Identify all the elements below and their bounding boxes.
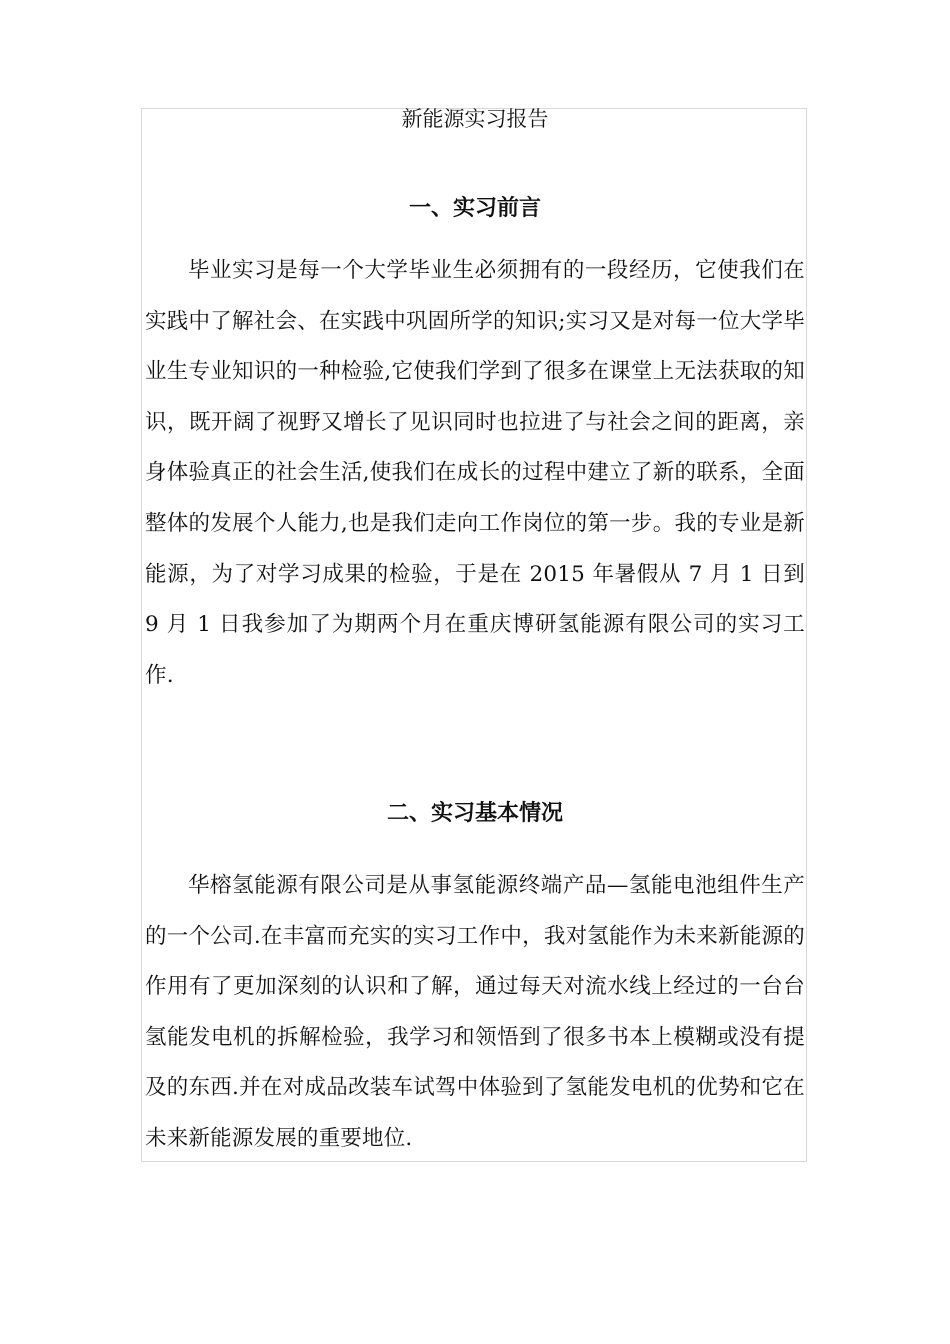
section-paragraph-basic-info: 华榕氢能源有限公司是从事氢能源终端产品—氢能电池组件生产的一个公司.在丰富而充实的实习工作中，我对氢能作为未来新能源的作用有了更加深刻的认识和了解，通过每天对流水线上经过的一台台氢能发电机的拆解检验，我学习和领悟到了很多书本上模糊或没有提及的东西.并在对成品改装车试驾中体验到了氢能发电机的优势和它在未来新能源发展的重要地位. [145,873,805,1151]
section-paragraph-preface: 毕业实习是每一个大学毕业生必须拥有的一段经历，它使我们在实践中了解社会、在实践中巩固所学的知识;实习又是对每一位大学毕业生专业知识的一种检验,它使我们学到了很多在课堂上无法获取的知识，既开阔了视野又增长了见识同时也拉进了与社会之间的距离，亲身体验真正的社会生活,使我们在成长的过程中建立了新的联系，全面整体的发展个人能力,也是我们走向工作岗位的第一步。我的专业是新能源，为了对学习成果的检验，于是在 2015 年暑假从 7 月 1 日到 9 月 1 日我参加了为期两个月在重庆博研氢能源有限公司的实习工作. [145,258,805,688]
section-heading-basic-info: 二、实习基本情况 [386,801,563,826]
document-title: 新能源实习报告 [401,107,549,131]
section-heading-preface: 一、实习前言 [408,196,541,221]
